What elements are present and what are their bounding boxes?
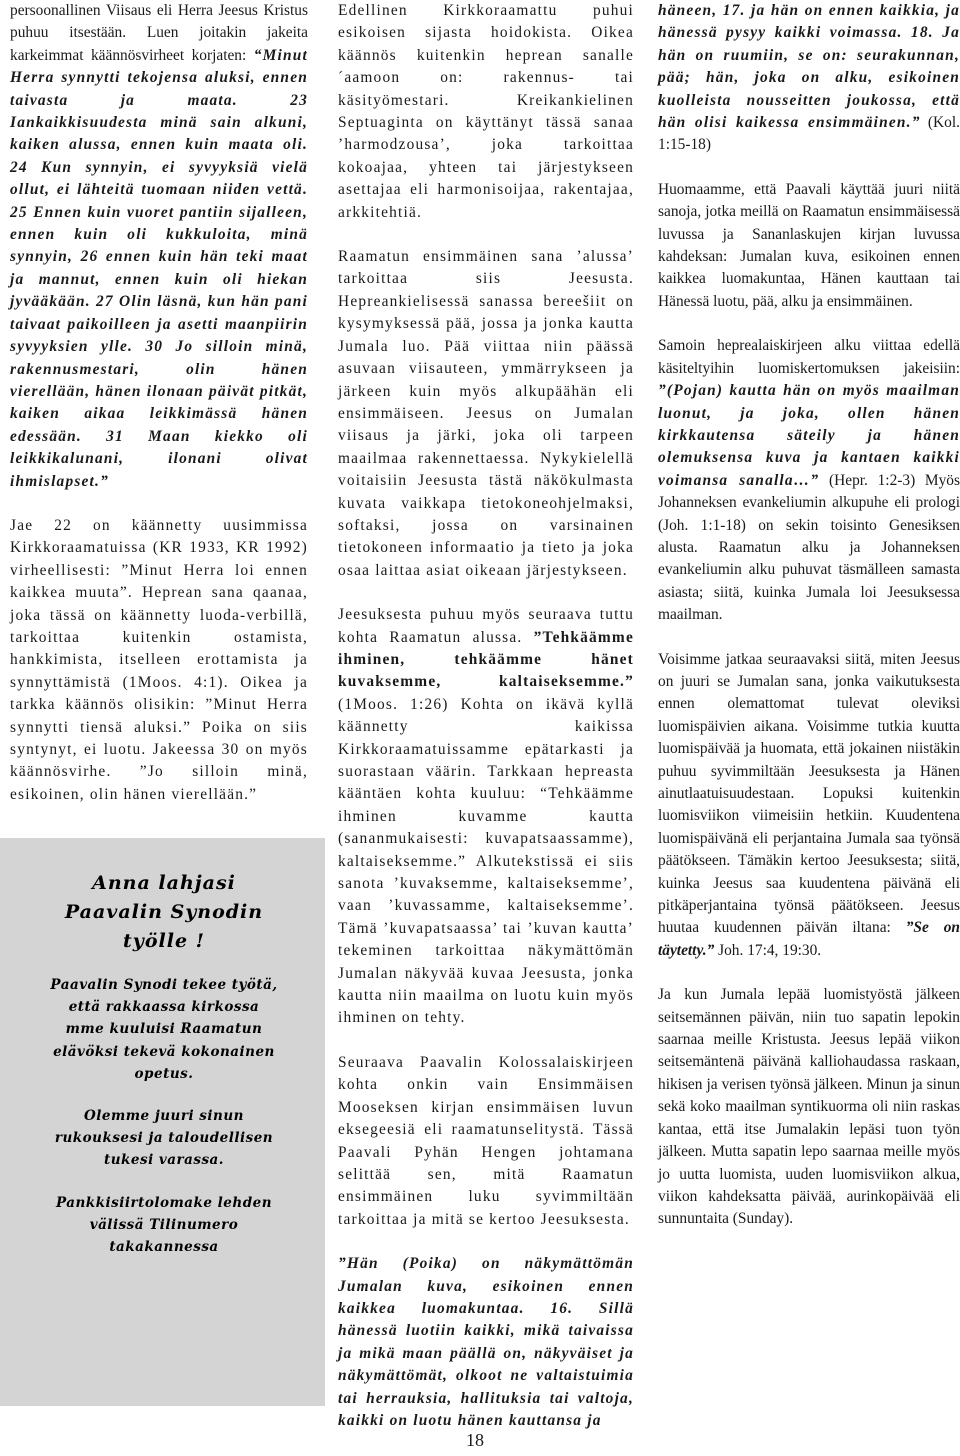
text-column-1	[10, 0, 308, 828]
text-column-3	[658, 0, 960, 1253]
donation-ad-text	[47, 869, 281, 1369]
column2-paragraph-3: Jeesuksesta puhuu myös seuraava tuttu kohta Raamatun alussa. ”Tehkäämme ihminen, tehkäämme hänet kuvaksemme, kaltaiseksemme.” (1Moos. 1:26) Kohta on ikävä kyllä käännetty kaikissa Kirkkoraamatuissamme epätarkasti ja suorastaan väärin. Tarkkaan hepreasta kääntäen kohta kuuluu: “Tehkäämme ihminen kuvamme kautta (sananmukaisesti: kuvapatsaassamme), kaltaiseksemme.” Alkutekstissä ei siis sanota ’kuvaksemme, kaltaiseksemme’, vaan ’kuvassamme, kaltaiseksemme’. Tämä ’kuvapatsaassa’ tai ’kuvan kautta’ tekeminen tarkoittaa näkymättömän Jumalan näkyvää kuvaa Jeesusta, jonka kautta niin maailma on luotu kuin myös ihminen on tehty.	[338, 606, 634, 1027]
ad-line-2: Olemme juuri sinun rukouksesi ja taloudellisen tukesi varassa.	[54, 1108, 274, 1169]
column3-paragraph-4: Voisimme jatkaa seuraavaksi siitä, miten Jeesus on juuri se Jumalan sana, jonka vaikutuksesta ennen olemattomat tulevat oleviksi luomispäivien aikana. Voisimme tutkia kuutta luomispäivää ja huomata, että jokainen niistäkin puhuu syvimmiltään Jeesuksesta ja Hänen ainutlaatuisuudestaan. Lopuksi kuitenkin luomisviikon viimeisiin hetkiin. Kuudentena luomispäivänä eli perjantaina Jumala saa työnsä päätökseen. Tämäkin kertoo Jeesuksesta; siitä, kuinka Jeesus saa kuudentena päivänä eli pitkäperjantaina työnsä päätökseen. Jeesus huutaa kuudennen päivän iltana: ”Se on täytetty.” Joh. 17:4, 19:30.	[658, 650, 960, 959]
ad-heading: Anna lahjasi Paavalin Synodin työlle !	[64, 872, 264, 952]
page-number: 18	[466, 1430, 484, 1450]
column2-paragraph-5: ”Hän (Poika) on näkymättömän Jumalan kuva, esikoinen ennen kaikkea luomakuntaa. 16. Sillä hänessä luotiin kaikki, mikä taivaissa ja mikä maan päällä on, näkyväiset ja näkymättömät, olkoot ne valtaistuimia tai herrauksia, hallituksia tai valtoja, kaikki on luotu hänen kauttansa ja	[338, 1255, 634, 1429]
column2-paragraph-1: Edellinen Kirkkoraamattu puhui esikoisen sijasta hoidokista. Oikea käännös kuitenkin heprean sanalle ´aamoon on: rakennus- tai käsityömestari. Kreikankielinen Septuaginta on käyttänyt tässä sanaa ’harmodzousa’, joka tarkoittaa kokoajaa, yhteen tai järjestykseen asettajaa eli harmonisoijaa, rakentajaa, arkkitehtiä.	[338, 2, 634, 221]
column1-paragraph-2: Jae 22 on käännetty uusimmissa Kirkkoraamatuissa (KR 1933, KR 1992) virheellisesti: ”Minut Herra loi ennen kaikkea muuta”. Heprean sana qaanaa, joka tässä on käännetty luoda-verbillä, tarkoittaa kuitenkin ostamista, hankkimista, itselleen erottamista ja synnyttämistä (1Moos. 4:1). Oikea ja tarkka käännös olisikin: ”Minut Herra synnytti tiensä aluksi.” Poika on siis syntynyt, ei luotu. Jakeessa 30 on myös käännösvirhe. ”Jo silloin minä, esikoinen, olin hänen vierellään.”	[10, 516, 308, 803]
ad-line-1: Paavalin Synodi tekee työtä, että rakkaassa kirkossa mme kuuluisi Raamatun elävöksi tekevä kokonainen opetus.	[50, 977, 278, 1082]
column1-paragraph-1: persoonallinen Viisaus eli Herra Jeesus Kristus puhuu itsestään. Luen joitakin jakeita karkeimmat käännösvirheet korjaten: “Minut Herra synnytti tekojensa aluksi, ennen taivasta ja maata. 23 Iankaikkisuudesta minä sain alkuni, kaiken alussa, ennen kuin maata oli. 24 Kun synnyin, ei syvyyksiä vielä ollut, ei lähteitä tuomaan niiden vettä. 25 Ennen kuin vuoret pantiin sijalleen, ennen kuin oli kukkuloita, minä synnyin, 26 ennen kuin hän teki maat ja mannut, ennen kuin oli hiekan jyvääkään. 27 Olin läsnä, kun hän pani taivaat paikoilleen ja asetti maanpiirin syvyyksien ylle. 30 Jo silloin minä, rakennusmestari, olin hänen vierellään, hänen ilonaan päivät pitkät, kaiken aikaa leikkimässä hänen edessään. 31 Maan kiekko oli leikkikalunani, ilonani olivat ihmislapset.”	[10, 2, 308, 490]
column3-paragraph-2: Huomaamme, että Paavali käyttää juuri niitä sanoja, jotka meillä on Raamatun ensimmäisessä luvussa ja Sananlaskujen kirjan luvussa kahdeksan: Jumalan kuva, esikoinen ennen kaikkea luomakuntaa, Hänen kauttaan tai Hänessä luotu, pää, alku ja ensimmäinen.	[658, 180, 960, 310]
donation-ad-box	[0, 838, 325, 1406]
column3-paragraph-5: Ja kun Jumala lepää luomistyöstä jälkeen seitsemännen päivän, niin tuo sapatin lepokin saarnaa meille Kristusta. Jeesus lepää viikon seitsemäntenä päivänä kalliohaudassa raskaan, hikisen ja verisen työnsä jälkeen. Minun ja sinun sekä koko maailman syntikuorma oli niin raskas kantaa, että itse Jumalakin lepäsi tuon työn jälkeen. Mutta sapatin lepo saarnaa meille myös jo uutta luomista, uuden luomisviikon alkua, viikon kahdeksatta päivää, aurinkopäivää eli sunnuntaita (Sunday).	[658, 986, 960, 1228]
column2-paragraph-4: Seuraava Paavalin Kolossalaiskirjeen kohta onkin vain Ensimmäisen Mooseksen kirjan ensimmäisen luvun eksegeesiä eli raamatunselitystä. Tässä Paavali Pyhän Hengen johtamana selittää sen, mitä Raamatun ensimmäinen luku syvimmiltään tarkoittaa ja mitä se kertoo Jeesuksesta.	[338, 1053, 634, 1228]
column3-paragraph-3: Samoin heprealaiskirjeen alku viittaa edellä käsiteltyihin luomiskertomuksen jakeisiin: ”(Pojan) kautta hän on myös maailman luonut, ja joka, ollen hänen kirkkautensa säteily ja hänen olemuksensa kuva ja kantaen kaikki voimansa sanalla…” (Hepr. 1:2-3) Myös Johanneksen evankeliumin alkupuhe eli prologi (Joh. 1:1-18) on sekin toisinto Genesiksen alusta. Raamatun alku ja Johanneksen evankeliumin alku puhuvat täsmälleen samasta asiasta; siitä, kuinka Jumala loi Jeesuksessa maailman.	[658, 337, 960, 624]
ad-line-3: Pankkisiirtolomake lehden välissä Tilinumero takakannessa	[55, 1194, 273, 1256]
column2-paragraph-2: Raamatun ensimmäinen sana ’alussa’ tarkoittaa siis Jeesusta. Hepreankielisessä sanassa bereešiit on kysymyksessä pää, jossa ja jonka kautta Jumala luo. Pää viittaa niin päässä asuvaan viisauteen, ymmärrykseen ja järkeen kuin myös alkupäähän eli ensimmäiseen. Jeesus on Jumalan viisaus ja järki, joka oli tarpeen maailmaa rakennettaessa. Nykykielellä voitaisiin Jeesusta tästä näkökulmasta kuvata vaikkapa tietokoneohjelmaksi, softaksi, jossa on varsinainen tietokoneen informaatio ja tieto ja joka osaa laittaa asiat oikeaan järjestykseen.	[338, 248, 634, 579]
text-column-2	[338, 0, 634, 1454]
column3-paragraph-1: häneen, 17. ja hän on ennen kaikkia, ja hänessä pysyy kaikki voimassa. 18. Ja hän on ruumiin, se on: seurakunnan, pää; hän, joka on alku, esikoinen kuolleista nousseitten joukossa, että hän olisi kaikessa ensimmäinen.” (Kol. 1:15-18)	[658, 2, 960, 154]
